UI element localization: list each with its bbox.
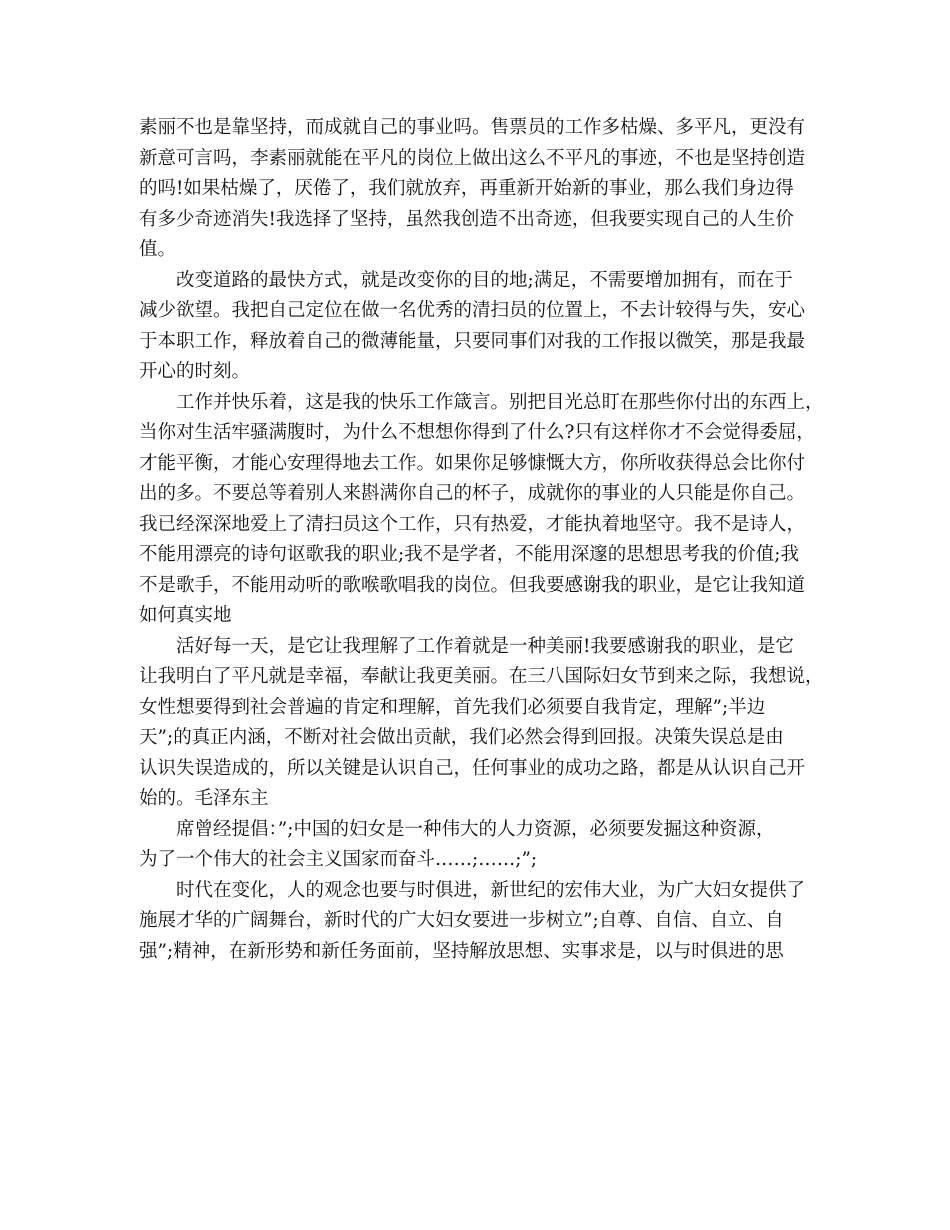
text-line: 席曾经提倡：”;中国的妇女是一种伟大的人力资源，必须要发掘这种资源，: [176, 818, 775, 840]
text-line: 活好每一天，是它让我理解了工作着就是一种美丽!我要感谢我的职业，是它: [176, 635, 794, 657]
paragraph-5: [139, 815, 829, 876]
text-line: 出的多。不要总等着别人来斟满你自己的杯子，成就你的事业的人只能是你自己。: [139, 483, 806, 504]
text-line: 当你对生活牢骚满腹时，为什么不想想你得到了什么?只有这样你才不会觉得委屈，: [139, 422, 815, 443]
text-line: 始的。毛泽东主: [139, 788, 269, 809]
text-line: 时代在变化，人的观念也要与时俱进，新世纪的宏伟大业，为广大妇女提供了: [176, 879, 806, 901]
text-line: 有多少奇迹消失!我选择了坚持，虽然我创造不出奇迹，但我要实现自己的人生价: [139, 208, 794, 230]
text-line: 的吗!如果枯燥了，厌倦了，我们就放弃，再重新开始新的事业，那么我们身边得: [139, 178, 794, 199]
text-line: 新意可言吗，李素丽就能在平凡的岗位上做出这么不平凡的事迹，不也是坚持创造: [139, 147, 806, 169]
text-line: 于本职工作，释放着自己的微薄能量，只要同事们对我的工作报以微笑，那是我最: [139, 330, 806, 352]
text-line: 才能平衡，才能心安理得地去工作。如果你足够慷慨大方，你所收获得总会比你付: [139, 452, 806, 474]
text-line: 工作并快乐着，这是我的快乐工作箴言。别把目光总盯在那些你付出的东西上，: [176, 391, 824, 413]
text-line: 天”;的真正内涵，不断对社会做出贡献，我们必然会得到回报。决策失误总是由: [139, 727, 784, 748]
paragraph-2: [139, 266, 829, 388]
paragraph-3: [139, 388, 829, 632]
text-line: 值。: [139, 239, 177, 260]
text-line: 女性想要得到社会普遍的肯定和理解，首先我们必须要自我肯定，理解”;半边: [139, 696, 766, 718]
text-line: 为了一个伟大的社会主义国家而奋斗……;……;”;: [139, 849, 538, 870]
text-line: 强”;精神，在新形势和新任务面前，坚持解放思想、实事求是，以与时俱进的思: [139, 940, 784, 962]
text-line: 不是歌手，不能用动听的歌喉歌唱我的岗位。但我要感谢我的职业，是它让我知道: [139, 574, 806, 596]
text-line: 施展才华的广阔舞台，新时代的广大妇女要进一步树立”;自尊、自信、自立、自: [139, 910, 784, 931]
text-line: 认识失误造成的，所以关键是认识自己，任何事业的成功之路，都是从认识自己开: [139, 757, 806, 779]
text-line: 不能用漂亮的诗句讴歌我的职业;我不是学者，不能用深邃的思想思考我的价值;我: [139, 544, 799, 565]
paragraph-4: [139, 632, 829, 815]
text-line: 开心的时刻。: [139, 361, 251, 382]
paragraph-1: [139, 113, 829, 266]
text-line: 素丽不也是靠坚持，而成就自己的事业吗。售票员的工作多枯燥、多平凡，更没有: [139, 117, 806, 138]
document-body: [139, 113, 829, 967]
paragraph-6: [139, 876, 829, 968]
text-line: 如何真实地: [139, 605, 232, 626]
text-line: 改变道路的最快方式，就是改变你的目的地;满足，不需要增加拥有，而在于: [176, 269, 793, 291]
text-line: 我已经深深地爱上了清扫员这个工作，只有热爱，才能执着地坚守。我不是诗人，: [139, 513, 806, 535]
text-line: 减少欲望。我把自己定位在做一名优秀的清扫员的位置上，不去计较得与失，安心: [139, 300, 806, 321]
text-line: 让我明白了平凡就是幸福，奉献让我更美丽。在三八国际妇女节到来之际，我想说，: [139, 666, 824, 687]
